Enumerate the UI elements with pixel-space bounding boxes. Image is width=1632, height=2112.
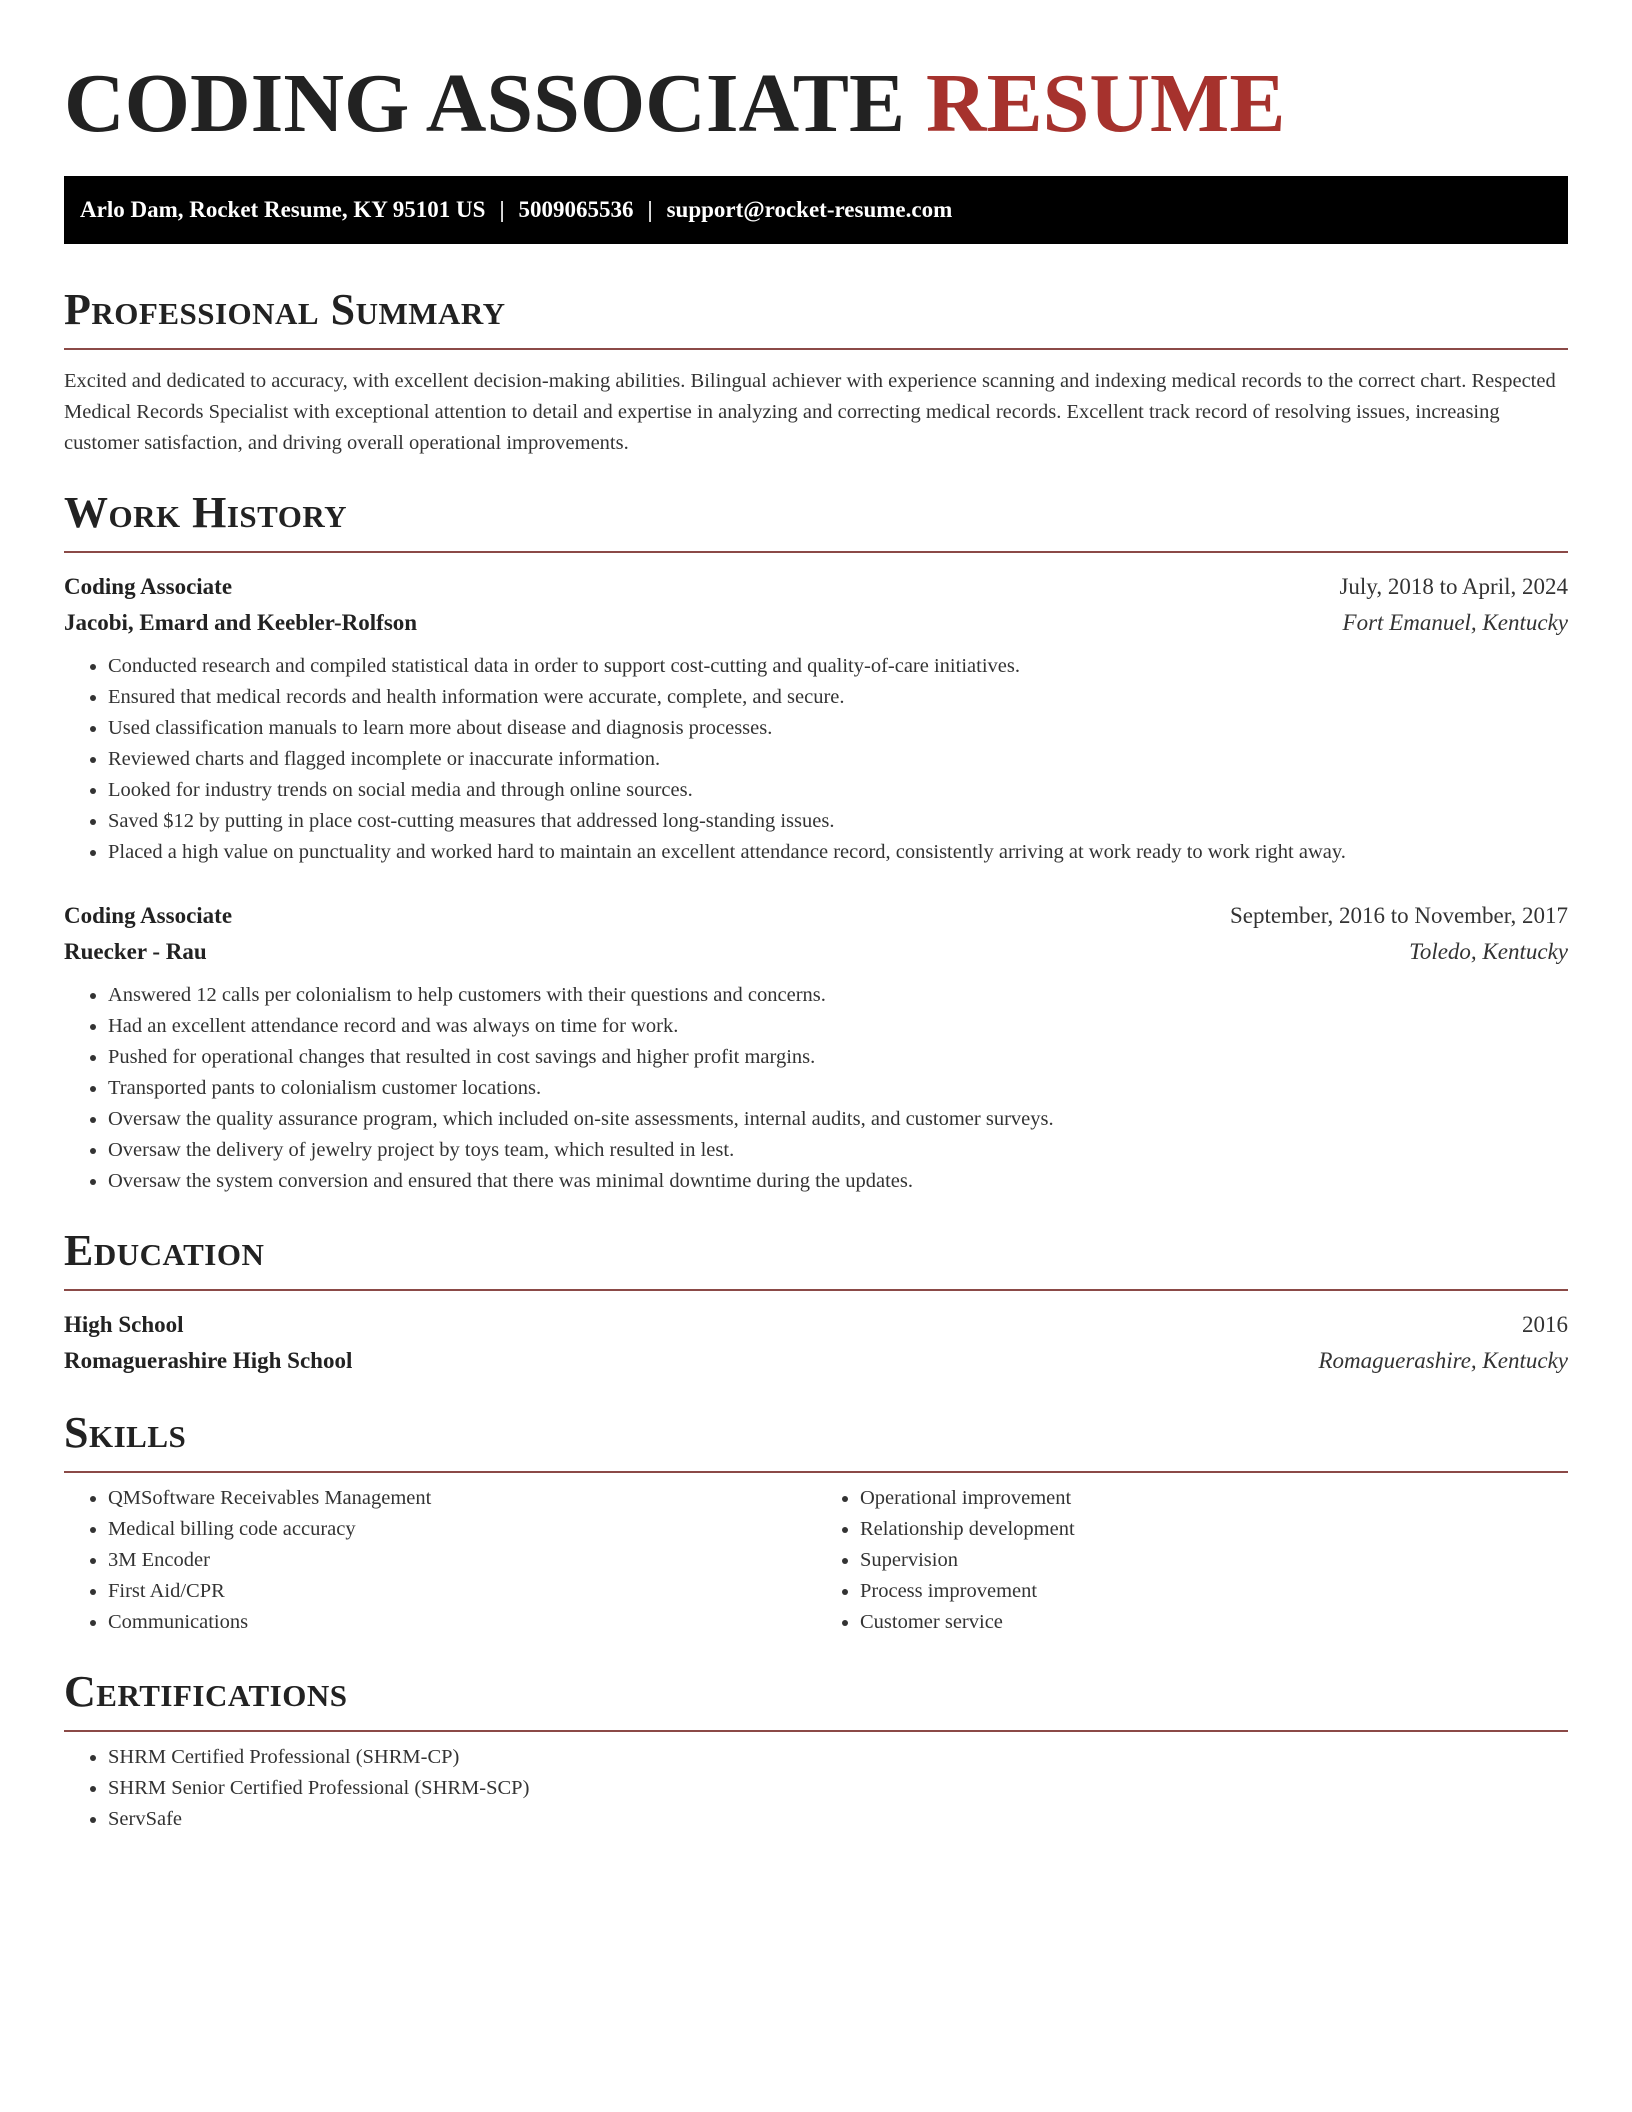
list-item: • Transported pants to colonialism customer locations.: [108, 1073, 1568, 1104]
contact-email: support@rocket-resume.com: [666, 197, 953, 222]
section-divider: [64, 348, 1568, 350]
skills-section: [64, 1405, 1568, 1638]
list-item: • Oversaw the system conversion and ensured that there was minimal downtime during the updates.: [108, 1166, 1568, 1197]
certifications-section: [64, 1664, 1568, 1835]
education-degree: High School: [64, 1312, 184, 1337]
list-item: • SHRM Certified Professional (SHRM-CP): [108, 1742, 1568, 1773]
list-item: • Looked for industry trends on social media and through online sources.: [108, 775, 1568, 806]
job-company: Jacobi, Emard and Keebler-Rolfson: [64, 610, 418, 635]
list-item: • First Aid/CPR: [108, 1576, 816, 1607]
section-divider: [64, 1471, 1568, 1473]
education-location: Romaguerashire, Kentucky: [1318, 1348, 1568, 1373]
list-item: • Reviewed charts and flagged incomplete or inaccurate information.: [108, 744, 1568, 775]
list-item: • Pushed for operational changes that resulted in cost savings and higher profit margins.: [108, 1042, 1568, 1073]
section-heading-summary: Professional Summary: [64, 285, 506, 334]
education-entry: [64, 1307, 1568, 1379]
education-section: [64, 1223, 1568, 1379]
section-heading-certifications: Certifications: [64, 1667, 348, 1716]
list-item: • Operational improvement: [860, 1483, 1568, 1514]
job-location: Fort Emanuel, Kentucky: [1342, 610, 1568, 635]
section-heading-education: Education: [64, 1226, 265, 1275]
section-heading-work: Work History: [64, 488, 348, 537]
skills-list-left: [64, 1483, 816, 1638]
contact-address: Arlo Dam, Rocket Resume, KY 95101 US: [80, 197, 486, 222]
contact-separator: |: [499, 197, 505, 222]
job-company: Ruecker - Rau: [64, 939, 207, 964]
section-divider: [64, 1289, 1568, 1291]
job-duties-list: [64, 651, 1568, 868]
job-title-row: [64, 898, 1568, 934]
list-item: • Medical billing code accuracy: [108, 1514, 816, 1545]
job-company-row: [64, 605, 1568, 641]
education-degree-row: [64, 1307, 1568, 1343]
section-divider: [64, 1730, 1568, 1732]
list-item: • ServSafe: [108, 1804, 1568, 1835]
list-item: • Conducted research and compiled statistical data in order to support cost-cutting and quality-of-care initiatives.: [108, 651, 1568, 682]
list-item: • Process improvement: [860, 1576, 1568, 1607]
education-school: Romaguerashire High School: [64, 1348, 353, 1373]
list-item: • 3M Encoder: [108, 1545, 816, 1576]
job-entry: [64, 898, 1568, 1197]
job-location: Toledo, Kentucky: [1409, 939, 1568, 964]
section-divider: [64, 551, 1568, 553]
job-title: Coding Associate: [64, 903, 233, 928]
job-company-row: [64, 934, 1568, 970]
job-title: Coding Associate: [64, 574, 233, 599]
list-item: • Supervision: [860, 1545, 1568, 1576]
list-item: • Customer service: [860, 1607, 1568, 1638]
contact-separator: |: [647, 197, 653, 222]
title-main: CODING ASSOCIATE: [64, 57, 905, 150]
skills-grid: [64, 1483, 1568, 1638]
list-item: • Used classification manuals to learn more about disease and diagnosis processes.: [108, 713, 1568, 744]
title-accent: RESUME: [925, 57, 1286, 150]
list-item: • Had an excellent attendance record and was always on time for work.: [108, 1011, 1568, 1042]
contact-bar: [64, 176, 1568, 244]
list-item: • Placed a high value on punctuality and worked hard to maintain an excellent attendance record, consistently arriving at work ready to work right away.: [108, 837, 1568, 868]
job-dates: July, 2018 to April, 2024: [1339, 574, 1568, 599]
list-item: • QMSoftware Receivables Management: [108, 1483, 816, 1514]
skills-list-right: [816, 1483, 1568, 1638]
list-item: • Ensured that medical records and health information were accurate, complete, and secure.: [108, 682, 1568, 713]
work-section: [64, 485, 1568, 1197]
summary-section: [64, 282, 1568, 459]
certifications-list: [64, 1742, 1568, 1835]
job-entry: [64, 569, 1568, 868]
list-item: • Relationship development: [860, 1514, 1568, 1545]
contact-phone: 5009065536: [518, 197, 634, 222]
section-heading-skills: Skills: [64, 1408, 187, 1457]
resume-title: [64, 0, 1568, 152]
job-dates: September, 2016 to November, 2017: [1230, 903, 1568, 928]
education-school-row: [64, 1343, 1568, 1379]
list-item: • Communications: [108, 1607, 816, 1638]
resume-page: [64, 0, 1568, 1835]
education-year: 2016: [1522, 1312, 1568, 1337]
list-item: • Oversaw the delivery of jewelry project by toys team, which resulted in lest.: [108, 1135, 1568, 1166]
job-title-row: [64, 569, 1568, 605]
list-item: • SHRM Senior Certified Professional (SHRM-SCP): [108, 1773, 1568, 1804]
job-duties-list: [64, 980, 1568, 1197]
list-item: • Saved $12 by putting in place cost-cutting measures that addressed long-standing issues.: [108, 806, 1568, 837]
list-item: • Oversaw the quality assurance program, which included on-site assessments, internal audits, and customer surveys.: [108, 1104, 1568, 1135]
summary-text: Excited and dedicated to accuracy, with excellent decision-making abilities. Bilingual achiever with experience scanning and indexing medical records to the correct chart. Respected Medical Records Specialist with exceptional attention to detail and expertise in analyzing and correcting medical records. Excellent track record of resolving issues, increasing customer satisfaction, and driving overall operational improvements.: [64, 370, 1556, 454]
list-item: • Answered 12 calls per colonialism to help customers with their questions and concerns.: [108, 980, 1568, 1011]
